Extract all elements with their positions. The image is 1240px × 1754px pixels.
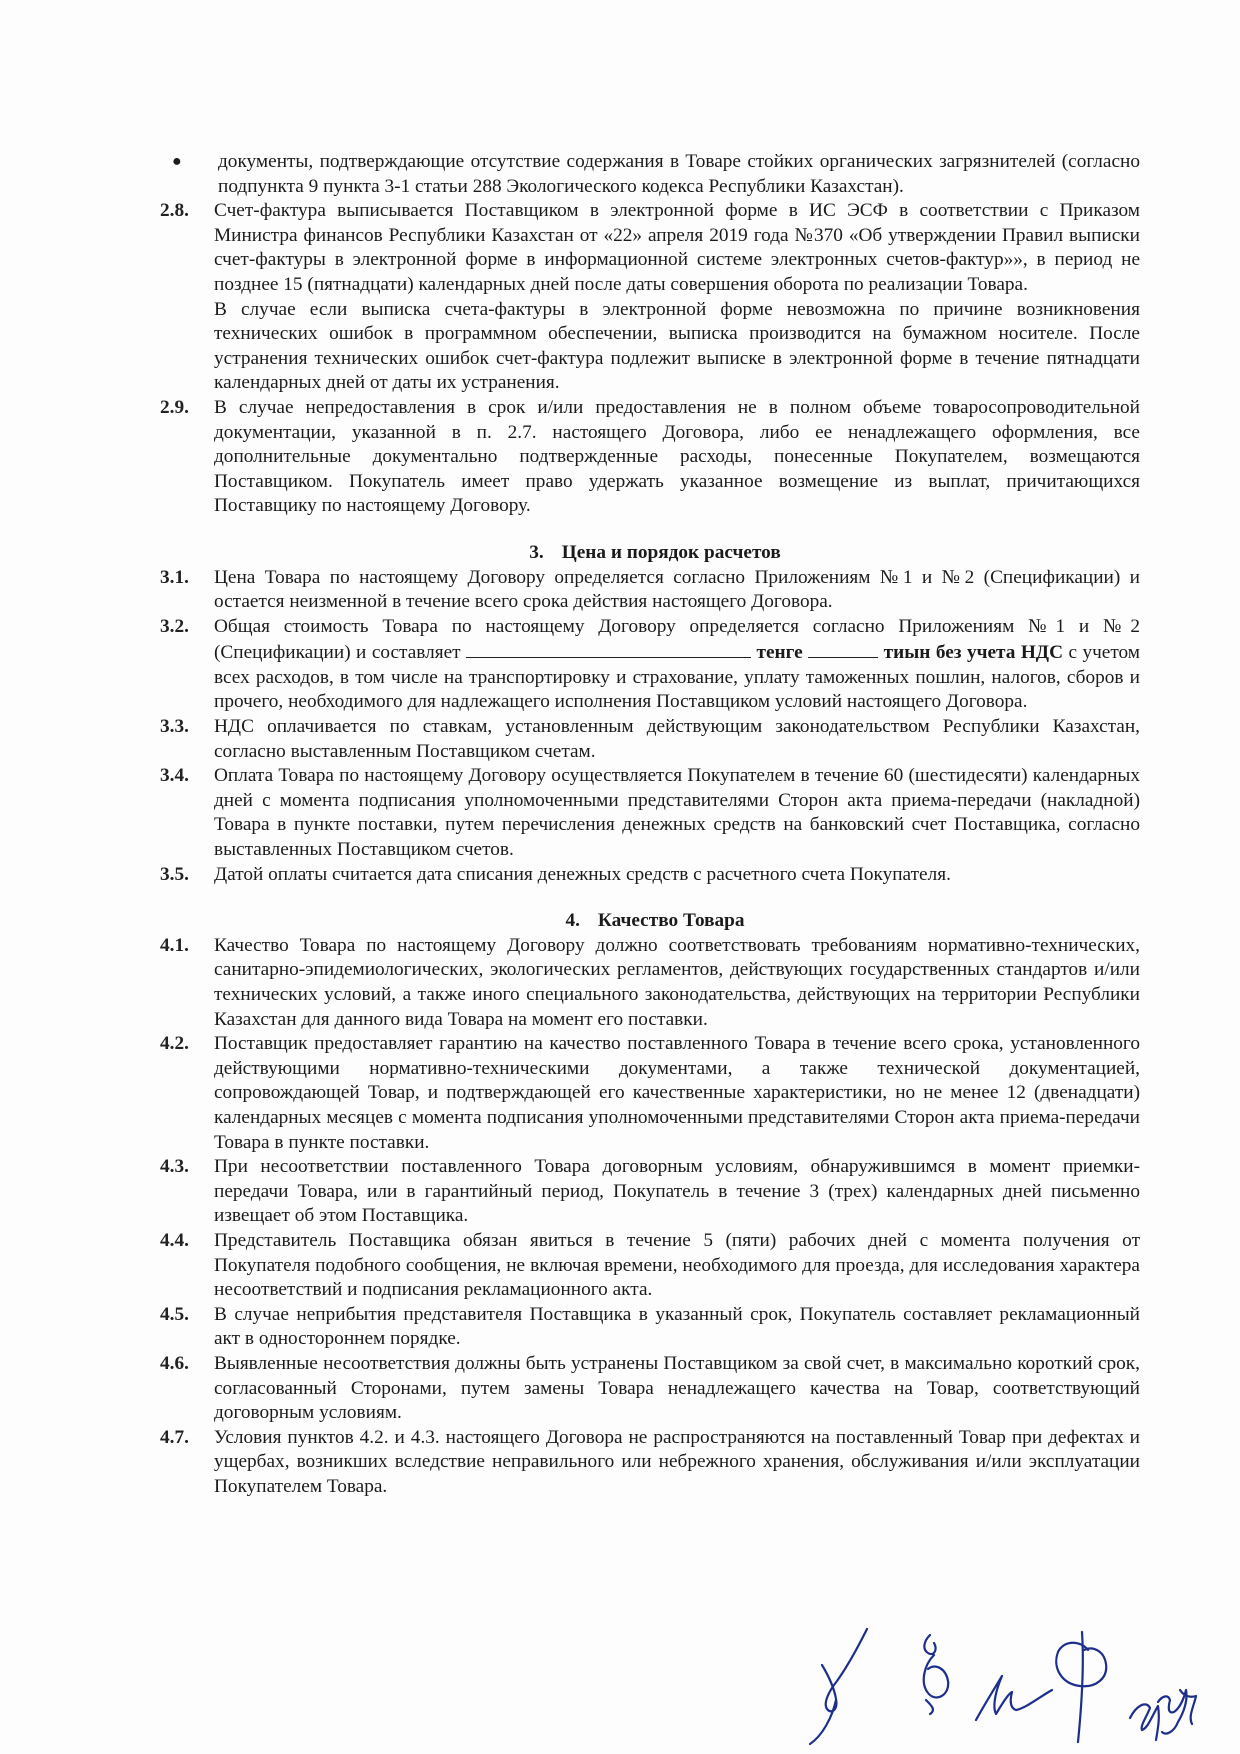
bullet-icon: ● xyxy=(172,153,182,170)
clause-2-8 xyxy=(160,199,1140,297)
clause-number: 2.8. xyxy=(160,200,189,222)
clause-text: При несоответствии поставленного Товара договорным условиям, обнаружившимся в момент приемки-передачи Товара, или в гарантийный период, Покупатель в течение 3 (трех) календарных дней письменно извещает об этом Поставщика. xyxy=(214,1156,1140,1227)
clause-number: 3.1. xyxy=(160,566,189,588)
clause-text: Счет-фактура выписывается Поставщиком в электронной форме в ИС ЭСФ в соответствии с Приказом Министра финансов Республики Казахстан от «22» апреля 2019 года №370 «Об утверждении Правил выписки счет-фактуры в электронной форме в информационной системе электронных счетов-фактур»», в период не позднее 15 (пятнадцати) календарных дней после даты совершения оборота по реализации Товара. xyxy=(214,200,1140,295)
clause-4-6 xyxy=(160,1352,1140,1426)
clause-text: Условия пунктов 4.2. и 4.3. настоящего Договора не распространяются на поставленный Товар при дефектах и ущербах, возникших вследствие неправильного или небрежного хранения, обслуживания и/или эксплуатации Покупателем Товара. xyxy=(214,1426,1140,1497)
clause-text: с учетом всех расходов, в том числе на транспортировку и страхование, уплату таможенных пошлин, налогов, сборов и прочего, необходимого для надлежащего исполнения Поставщиком условий настоящего Договора. xyxy=(214,642,1140,713)
clause-number: 4.6. xyxy=(160,1352,189,1374)
clause-number: 4.2. xyxy=(160,1033,189,1055)
clause-4-2 xyxy=(160,1032,1140,1155)
clause-number: 3.3. xyxy=(160,716,189,738)
clause-text: В случае если выписка счета-фактуры в электронной форме невозможна по причине возникновения технических ошибок в программном обеспечении, выписка производится на бумажном носителе. После устранения технических ошибок счет-фактура подлежит выписке в электронной форме в течение пятнадцати календарных дней от даты их устранения. xyxy=(214,298,1140,394)
clause-number: 2.9. xyxy=(160,396,189,418)
clause-number: 3.4. xyxy=(160,765,189,787)
clause-4-7 xyxy=(160,1426,1140,1500)
clause-text: Представитель Поставщика обязан явиться в течение 5 (пяти) рабочих дней с момента получения от Покупателя подобного сообщения, не включая времени, необходимого для проезда, для исследования характера несоответствий и подписания рекламационного акта. xyxy=(214,1229,1140,1301)
section-heading-4 xyxy=(170,909,1140,934)
clause-3-1 xyxy=(160,566,1140,615)
clause-number: 3.5. xyxy=(160,863,189,885)
clause-2-8-continuation xyxy=(170,298,1140,396)
clause-text: Выявленные несоответствия должны быть устранены Поставщиком за свой счет, в максимально короткий срок, согласованный Сторонами, путем замены Товара ненадлежащего качества на Товар, соответствующий договорным условиям. xyxy=(214,1352,1140,1424)
signature-initial-5 xyxy=(1130,1690,1196,1740)
amount-tiyn-blank-field xyxy=(808,639,878,658)
section-number: 3. xyxy=(529,541,544,563)
clause-4-4 xyxy=(160,1229,1140,1303)
clause-4-5 xyxy=(160,1303,1140,1352)
clause-text: Датой оплаты считается дата списания денежных средств с расчетного счета Покупателя. xyxy=(214,863,951,885)
clause-number: 4.3. xyxy=(160,1156,189,1178)
clause-text: Общая стоимость Товара по настоящему Договору определяется согласно Приложениям №1 и №2 (Спецификации) и составляет xyxy=(214,615,1140,664)
signature-initial-3 xyxy=(976,1676,1052,1720)
clause-3-5 xyxy=(160,863,1140,888)
section-title: Качество Товара xyxy=(597,910,745,932)
signature-initial-1 xyxy=(810,1629,867,1744)
clause-text: Качество Товара по настоящему Договору должно соответствовать требованиям нормативно-технических, санитарно-эпидемиологических, экологических регламентов, действующих государственных стандартов и/или технических условий, а также иного специального законодательства, действующих на территории Республики Казахстан для данного вида Товара на момент его поставки. xyxy=(214,934,1140,1030)
clause-number: 4.7. xyxy=(160,1426,189,1448)
clause-number: 4.5. xyxy=(160,1303,189,1325)
clause-4-3 xyxy=(160,1155,1140,1229)
clause-text: НДС оплачивается по ставкам, установленным действующим законодательством Республики Казахстан, согласно выставленным Поставщиком счетам. xyxy=(214,716,1140,762)
amount-blank-field xyxy=(466,639,751,658)
section-heading-3 xyxy=(170,541,1140,566)
signature-initial-4 xyxy=(1056,1632,1106,1742)
bullet-text: документы, подтверждающие отсутствие содержания в Товаре стойких органических загрязнителей (согласно подпункта 9 пункта 3-1 статьи 288 Экологического кодекса Республики Казахстан). xyxy=(218,151,1140,197)
clause-3-4 xyxy=(160,764,1140,862)
currency-tiyn-label: тиын без учета НДС xyxy=(883,642,1063,664)
contract-text xyxy=(160,150,1140,1499)
section-number: 4. xyxy=(565,910,580,932)
clause-text: Цена Товара по настоящему Договору определяется согласно Приложениям №1 и №2 (Спецификации) и остается неизменной в течение всего срока действия настоящего Договора. xyxy=(214,566,1140,613)
clause-number: 4.1. xyxy=(160,934,189,956)
clause-text: Поставщик предоставляет гарантию на качество поставленного Товара в течение всего срока, установленного действующими нормативно-техническими документами, а также технической документацией, сопровождающей Товар, и подтверждающей его качественные характеристики, но не менее 12 (двенадцати) календарных месяцев с момента подписания уполномоченными представителями Сторон акта приема-передачи Товара в пункте поставки. xyxy=(214,1033,1140,1153)
clause-3-2 xyxy=(160,615,1140,715)
clause-number: 4.4. xyxy=(160,1229,189,1251)
signature-initial-2 xyxy=(924,1635,948,1714)
clause-number: 3.2. xyxy=(160,615,189,637)
section-title: Цена и порядок расчетов xyxy=(561,541,781,563)
list-item-bullet xyxy=(170,150,1140,199)
clause-text: В случае непредоставления в срок и/или предоставления не в полном объеме товаросопроводительной документации, указанной в п. 2.7. настоящего Договора, либо ее ненадлежащего оформления, все дополнительные документально подтвержденные расходы, понесенные Покупателем, возмещаются Поставщиком. Покупатель имеет право удержать указанное возмещение из выплат, причитающихся Поставщику по настоящему Договору. xyxy=(214,396,1140,517)
clause-text: В случае неприбытия представителя Поставщика в указанный срок, Покупатель составляет рекламационный акт в одностороннем порядке. xyxy=(214,1303,1140,1350)
clause-3-3 xyxy=(160,715,1140,764)
currency-tenge-label: тенге xyxy=(756,642,803,664)
clause-4-1 xyxy=(160,934,1140,1032)
clause-text: Оплата Товара по настоящему Договору осуществляется Покупателем в течение 60 (шестидесяти) календарных дней с момента подписания уполномоченными представителями Сторон акта приема-передачи (накладной) Товара в пункте поставки, путем перечисления денежных средств на банковский счет Поставщика, согласно выставленных Поставщиком счетов. xyxy=(214,765,1140,861)
signature-ink xyxy=(810,1629,1196,1744)
clause-2-9 xyxy=(160,396,1140,519)
